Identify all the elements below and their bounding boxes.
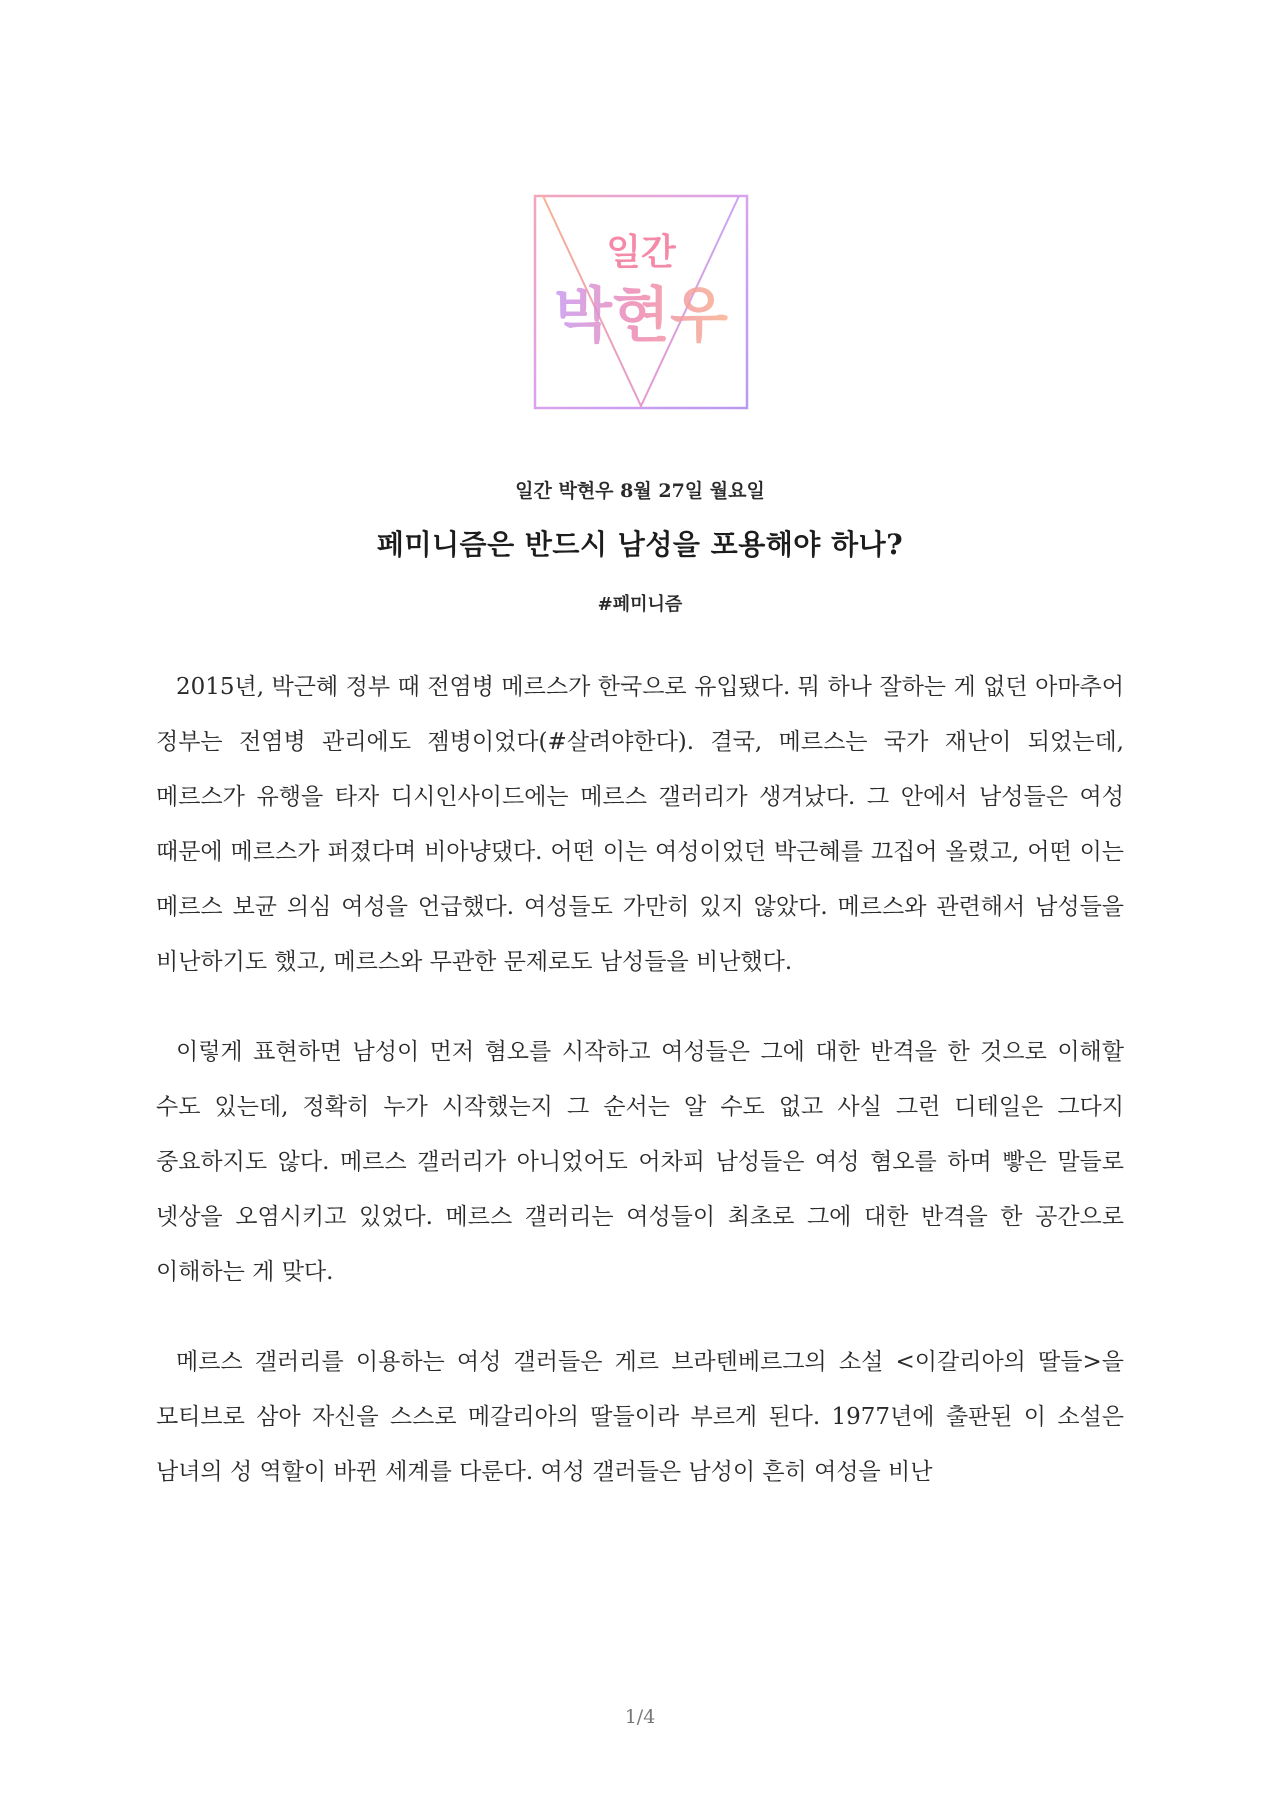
logo-line2: 박현우: [554, 281, 728, 351]
paragraph-2: 이렇게 표현하면 남성이 먼저 혐오를 시작하고 여성들은 그에 대한 반격을 한 것으로 이해할 수도 있는데, 정확히 누가 시작했는지 그 순서는 알 수도 없고 사실 그런 디테일은 그다지 중요하지도 않다. 메르스 갤러리가 아니었어도 어차피 남성들은 여성 혐오를 하며 빻은 말들로 넷상을 오염시키고 있었다. 메르스 갤러리는 여성들이 최초로 그에 대한 반격을 한 공간으로 이해하는 게 맞다.: [156, 1039, 1124, 1285]
paragraph-1: 2015년, 박근혜 정부 때 전염병 메르스가 한국으로 유입됐다. 뭐 하나 잘하는 게 없던 아마추어 정부는 전염병 관리에도 젬병이었다(#살려야한다). 결국, 메르스는 국가 재난이 되었는데, 메르스가 유행을 타자 디시인사이드에는 메르스 갤러리가 생겨났다. 그 안에서 남성들은 여성 때문에 메르스가 퍼졌다며 비아냥댔다. 어떤 이는 여성이었던 박근혜를 끄집어 올렸고, 어떤 이는 메르스 보균 의심 여성을 언급했다. 여성들도 가만히 있지 않았다. 메르스와 관련해서 남성들을 비난하기도 했고, 메르스와 무관한 문제로도 남성들을 비난했다.: [156, 674, 1124, 975]
page-number: 1/4: [624, 1706, 656, 1728]
article-hashtag: #페미니즘: [597, 594, 683, 615]
issue-date: 일간 박현우 8월 27일 월요일: [515, 480, 765, 502]
logo-line1: 일간: [606, 232, 676, 273]
logo: [533, 194, 749, 410]
logo-emblem: [533, 194, 749, 410]
paragraph-3: 메르스 갤러리를 이용하는 여성 갤러들은 게르 브라텐베르그의 소설 <이갈리아의 딸들>을 모티브로 삼아 자신을 스스로 메갈리아의 딸들이라 부르게 된다. 1977년에 출판된 이 소설은 남녀의 성 역할이 바뀐 세계를 다룬다. 여성 갤러들은 남성이 흔히 여성을 비난: [156, 1349, 1124, 1485]
article-title: 페미니즘은 반드시 남성을 포용해야 하나?: [376, 528, 904, 561]
article-body: [156, 660, 1124, 1500]
